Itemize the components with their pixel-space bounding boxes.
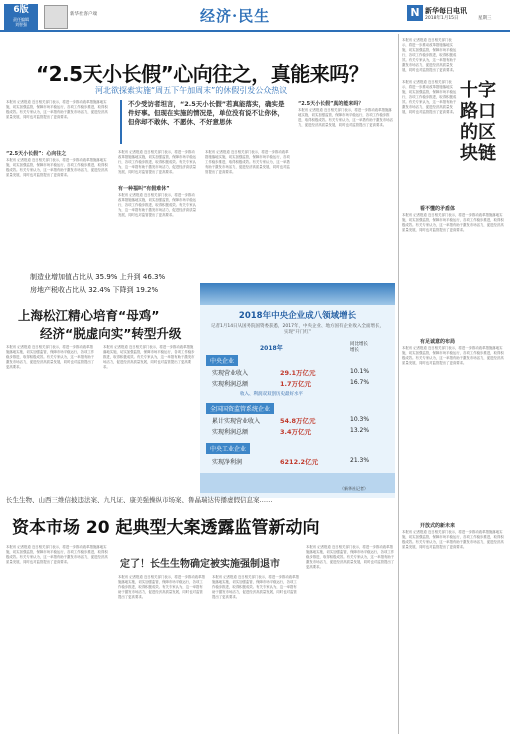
infographic-subtitle: 记者1月14日从国务院国资委获悉，2017年，中央企业、地方国有企业收入全面增长，实现“开门红”: [210, 324, 385, 335]
article1-col2-text: 本报讯 记者报道 近日相关部门表示，将进一步推动改革措施落地实施，切实加强监管，保障市场平稳运行，各项工作稳步推进，取得积极成效。有关专家认为，这一举措有助于激发市场活力，促进经济高质量发展，同时也对监管提出了更高要求。: [118, 150, 196, 174]
article1-subhead: 河北欲探索实施“周五下午加周末”的休假引发公众热议: [95, 86, 288, 95]
article1-headline: “2.5天小长假”心向往之，真能来吗？: [36, 62, 369, 86]
article3-col1-text: 本报讯 记者报道 近日相关部门表示，将进一步推动改革措施落地实施，切实加强监管，保障市场平稳运行，各项工作稳步推进，取得积极成效。有关专家认为，这一举措有助于激发市场活力，促进经济高质量发展，同时也对监管提出了更高要求。: [6, 545, 108, 564]
soe-infographic: [200, 283, 395, 498]
qr-note: 新华社客户端: [70, 12, 97, 17]
stat-line-2: 房地产税收占比从 32.4% 下降到 19.2%: [30, 286, 159, 294]
group2-row2-pct: 13.2%: [350, 427, 370, 434]
group3-row1-value: 6212.2亿元: [280, 458, 319, 466]
year-tag: 2018年: [260, 345, 283, 352]
page-number: 6版: [13, 5, 29, 15]
group1-row2-label: 实现利润总额: [212, 381, 249, 388]
group3-row1-pct: 21.3%: [350, 457, 370, 464]
issue-weekday: 星期三: [478, 16, 492, 21]
article3-headline: 资本市场 20 起典型大案透露监管新动向: [12, 518, 320, 538]
group2-row2-value: 3.4万亿元: [280, 428, 312, 436]
sidebar-text-a: 本报讯 记者报道 近日相关部门表示，将进一步推动改革措施落地实施，切实加强监管，保障市场平稳运行，各项工作稳步推进，取得积极成效。有关专家认为，这一举措有助于激发市场活力，促进经济高质量发展，同时也对监管提出了更高要求。: [402, 80, 457, 114]
group3-row1-label: 实现净利润: [212, 459, 243, 466]
group1-row2-pct: 16.7%: [350, 379, 370, 386]
article3-col4-text: 本报讯 记者报道 近日相关部门表示，将进一步推动改革措施落地实施，切实加强监管，保障市场平稳运行，各项工作稳步推进，取得积极成效。有关专家认为，这一举措有助于激发市场活力，促进经济高质量发展，同时也对监管提出了更高要求。: [306, 545, 395, 569]
sidebar-text-b: 本报讯 记者报道 近日相关部门表示，将进一步推动改革措施落地实施，切实加强监管，保障市场平稳运行，各项工作稳步推进，取得积极成效。有关专家认为，这一举措有助于激发市场活力，促进经济高质量发展，同时也对监管提出了更高要求。: [402, 213, 504, 232]
infographic-credit: （新华社记者）: [340, 486, 368, 491]
legend-2: 增长: [350, 348, 359, 353]
issue-date: 2018年1月15日: [425, 16, 459, 21]
editor-label: 责任编辑: [13, 17, 29, 22]
group2-row1-pct: 10.3%: [350, 416, 370, 423]
page-number-tag: [4, 4, 38, 30]
article3-col2-text: 本报讯 记者报道 近日相关部门表示，将进一步推动改革措施落地实施，切实加强监管，保障市场平稳运行，各项工作稳步推进，取得积极成效。有关专家认为，这一举措有助于激发市场活力，促进经济高质量发展，同时也对监管提出了更高要求。: [118, 575, 205, 599]
group1-row1-label: 实现营业收入: [212, 370, 249, 377]
legend-1: 同比增长: [350, 342, 368, 347]
group2-row2-label: 实现利润总额: [212, 429, 249, 436]
infographic-title: 2018年中央企业成八领域增长: [238, 311, 357, 321]
newspaper-logo-icon: N: [407, 5, 423, 21]
article1-col3-text: 本报讯 记者报道 近日相关部门表示，将进一步推动改革措施落地实施，切实加强监管，保障市场平稳运行，各项工作稳步推进，取得积极成效。有关专家认为，这一举措有助于激发市场活力，促进经济高质量发展，同时也对监管提出了更高要求。: [205, 150, 290, 174]
column-divider: [398, 34, 399, 734]
group3-label: 中央工业企业: [206, 443, 250, 454]
sidebar-subhead-3: 开放式的新未来: [420, 523, 456, 529]
brand-name: 新华每日电讯: [425, 7, 467, 15]
qr-code-icon: [44, 5, 68, 29]
group2-row1-value: 54.8万亿元: [280, 417, 316, 425]
article2-headline-line1: 上海松江精心培育“母鸡”: [18, 308, 160, 323]
group1-row2-value: 1.7万亿元: [280, 380, 312, 388]
article1-subhead-1: “2.5天小长假”：心向往之: [6, 151, 67, 157]
group2-label: 全国国资监管系统企业: [206, 403, 274, 414]
article3-col3-text: 本报讯 记者报道 近日相关部门表示，将进一步推动改革措施落地实施，切实加强监管，保障市场平稳运行，各项工作稳步推进，取得积极成效。有关专家认为，这一举措有助于激发市场活力，促进经济高质量发展，同时也对监管提出了更高要求。: [212, 575, 299, 599]
group1-note: 收入、利润双双创历史最好水平: [240, 392, 303, 397]
stat-line-1: 制造业增加值占比从 35.9% 上升到 46.3%: [30, 273, 166, 281]
article1-subhead-3: “2.5天小长假”真的能来吗？: [298, 101, 364, 107]
article1-col2-text-b: 本报讯 记者报道 近日相关部门表示，将进一步推动改革措施落地实施，切实加强监管，保障市场平稳运行，各项工作稳步推进，取得积极成效。有关专家认为，这一举措有助于激发市场活力，促进经济高质量发展，同时也对监管提出了更高要求。: [118, 193, 196, 217]
sidebar-headline: [460, 80, 502, 164]
skyline-illustration: [200, 283, 395, 305]
article2-col1-text: 本报讯 记者报道 近日相关部门表示，将进一步推动改革措施落地实施，切实加强监管，保障市场平稳运行，各项工作稳步推进，取得积极成效。有关专家认为，这一举措有助于激发市场活力，促进经济高质量发展，同时也对监管提出了更高要求。: [6, 345, 95, 369]
group1-row1-pct: 10.1%: [350, 368, 370, 375]
group2-row1-label: 累计实现营业收入: [212, 418, 261, 425]
group1-row1-value: 29.1万亿元: [280, 369, 316, 377]
sidebar-intro-text: 本报讯 记者报道 近日相关部门表示，将进一步推动改革措施落地实施，切实加强监管，保障市场平稳运行，各项工作稳步推进，取得积极成效。有关专家认为，这一举措有助于激发市场活力，促进经济高质量发展，同时也对监管提出了更高要求。: [402, 38, 457, 72]
article1-pull-quote: 不少受访者坦言，“2.5天小长假”若真能落实，确实是件好事。但现在实施的情况是，单位没有说不让你休，但你却不敢休、不愿休、不好意思休: [120, 100, 288, 144]
article1-col1-text-b: 本报讯 记者报道 近日相关部门表示，将进一步推动改革措施落地实施，切实加强监管，保障市场平稳运行，各项工作稳步推进，取得积极成效。有关专家认为，这一举措有助于激发市场活力，促进经济高质量发展，同时也对监管提出了更高要求。: [6, 158, 108, 177]
sidebar-text-d: 本报讯 记者报道 近日相关部门表示，将进一步推动改革措施落地实施，切实加强监管，保障市场平稳运行，各项工作稳步推进，取得积极成效。有关专家认为，这一举措有助于激发市场活力，促进经济高质量发展，同时也对监管提出了更高要求。: [402, 530, 504, 549]
article1-col4-text: 本报讯 记者报道 近日相关部门表示，将进一步推动改革措施落地实施，切实加强监管，保障市场平稳运行，各项工作稳步推进，取得积极成效。有关专家认为，这一举措有助于激发市场活力，促进经济高质量发展，同时也对监管提出了更高要求。: [298, 108, 393, 127]
editor-name: 刘智强: [15, 22, 27, 27]
sidebar-subhead-1: 看不懂的矛盾体: [420, 206, 456, 212]
article1-col1-text: 本报讯 记者报道 近日相关部门表示，将进一步推动改革措施落地实施，切实加强监管，保障市场平稳运行，各项工作稳步推进，取得积极成效。有关专家认为，这一举措有助于激发市场活力，促进经济高质量发展，同时也对监管提出了更高要求。: [6, 100, 108, 119]
group1-label: 中央企业: [206, 355, 238, 366]
sidebar-headline-text: 十字路口的区块链: [460, 80, 496, 164]
sidebar-subhead-2: 有足诚意的布局: [420, 339, 456, 345]
section-title: 经济·民生: [200, 7, 271, 25]
news-banner: 长生生物、山西三维信披违法案、九凡证、康美强操纵市场案、鲁晶瑞达传播虚假信息案……: [6, 496, 273, 504]
article2-col2-text: 本报讯 记者报道 近日相关部门表示，将进一步推动改革措施落地实施，切实加强监管，保障市场平稳运行，各项工作稳步推进，取得积极成效。有关专家认为，这一举措有助于激发市场活力，促进经济高质量发展，同时也对监管提出了更高要求。: [103, 345, 195, 369]
sidebar-text-c: 本报讯 记者报道 近日相关部门表示，将进一步推动改革措施落地实施，切实加强监管，保障市场平稳运行，各项工作稳步推进，取得积极成效。有关专家认为，这一举措有助于激发市场活力，促进经济高质量发展，同时也对监管提出了更高要求。: [402, 346, 504, 365]
article2-headline-line2: 经济“脱虚向实”转型升级: [40, 326, 182, 341]
header-rule: [0, 30, 510, 32]
article1-subhead-2: 有一种福叫“有假难休”: [118, 186, 170, 192]
article3-subhead: 定了！长生生物确定被实施强制退市: [120, 559, 280, 570]
